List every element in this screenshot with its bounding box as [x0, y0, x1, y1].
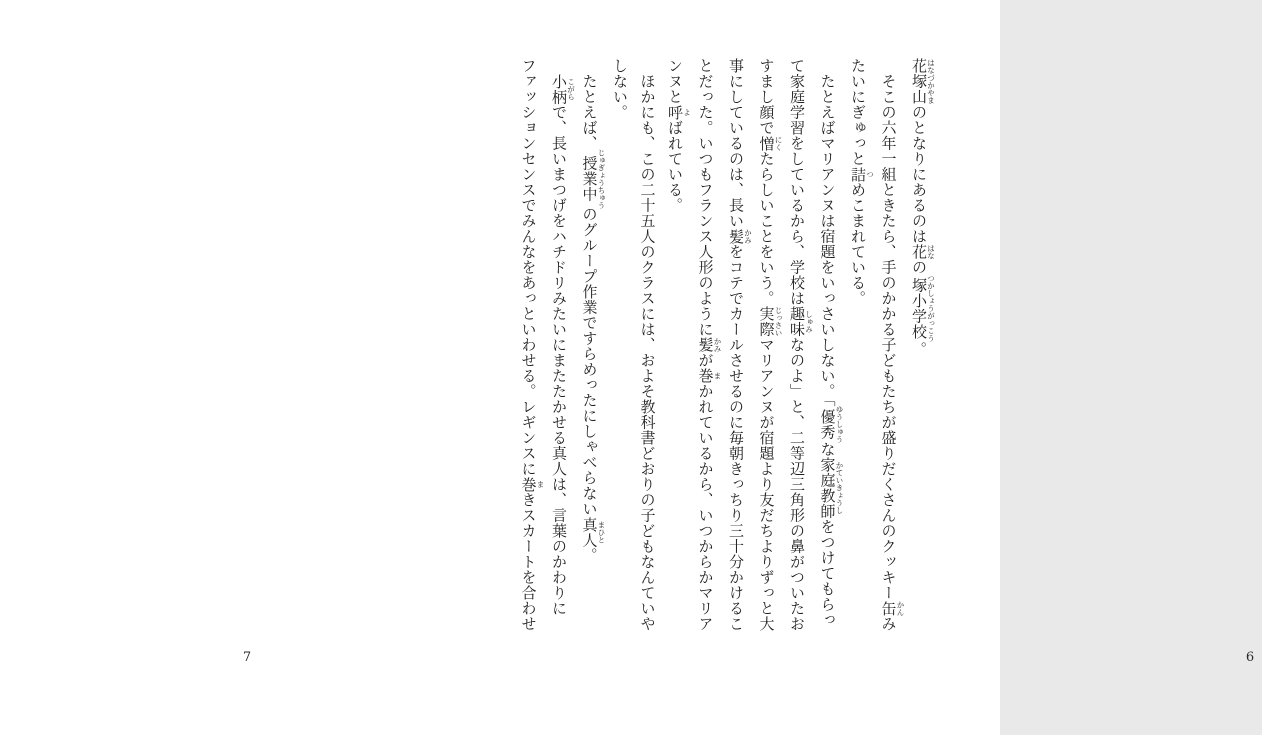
page-7-number: 7	[242, 650, 252, 665]
text-column: たいにぎゅっと詰つめこまれている。	[849, 58, 875, 306]
text-column: ほかにも、この二十五人のクラスには、およそ教科書どおりの子どもなんていや	[638, 58, 657, 632]
text-column: ファッションセンスでみんなをあっといわせる。レギンスに巻まきスカートを合わせ	[519, 58, 545, 632]
text-column: 花塚山はなづかやまのとなりにあるのは花はなの塚小学校つかしょうがっこう。	[910, 58, 936, 357]
text-column: しない。	[611, 58, 629, 120]
text-column: 事にしているのは、長い髪かみをコテでカールさせるのに毎朝きっちり三十分かけるこ	[727, 58, 753, 632]
text-column: とだった。いつもフランス人形のように髪かみが巻まかれているから、いつからかマリア	[696, 58, 722, 632]
text-column: たとえば、授業中じゅぎょうちゅうのグループ作業ですらめったにしゃべらない真人まひと。	[580, 58, 606, 563]
text-column: たとえばマリアンヌは宿題をいっさいしない。「優秀ゆうしゅうな家庭教師かていきょうしをつけてもらっ	[818, 58, 844, 628]
page-7	[0, 0, 500, 735]
page-6	[500, 0, 1255, 735]
page-6-number: 6	[1245, 650, 1255, 665]
text-column: ンヌと呼よばれている。	[666, 58, 692, 213]
text-column: すまし顔で憎にくたらしいことをいう。実際じっさいマリアンヌが宿題より友だちよりずっと大	[757, 58, 783, 632]
page-6-text	[519, 58, 936, 648]
text-column: 小柄こがらで、長いまつげをハチドリみたいにまたたかせる真人は、言葉のかわりに	[550, 73, 576, 616]
text-column: そこの六年一組ときたら、手のかかる子どもたちが盛りだくさんのクッキー缶かんみ	[879, 58, 905, 632]
text-column: て家庭学習をしているから、学校は趣味しゅみなのよ」と、二等辺三角形の鼻がついたお	[788, 58, 814, 632]
